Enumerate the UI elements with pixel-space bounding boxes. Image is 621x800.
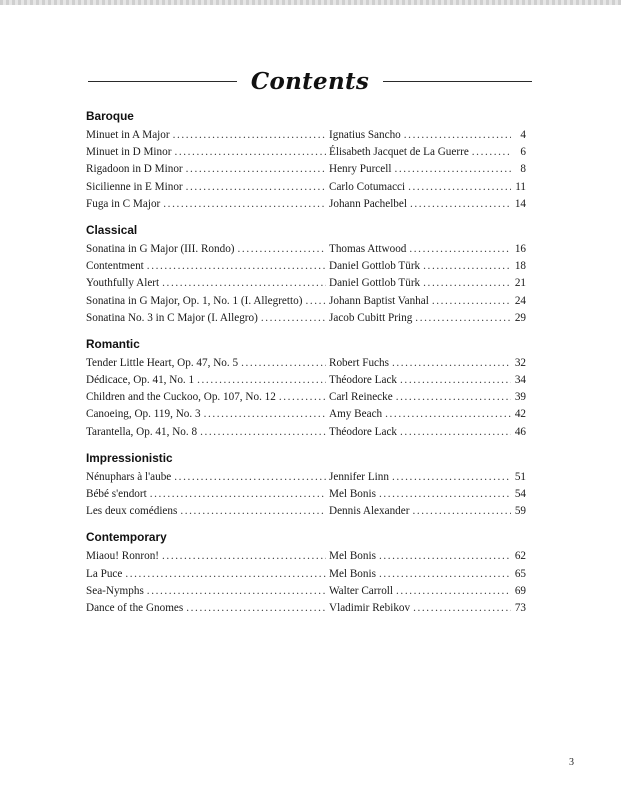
entry-page-number: 18	[514, 260, 526, 273]
entry-page-number: 42	[514, 408, 526, 421]
toc-entry	[86, 161, 526, 178]
composer-name: Carl Reinecke	[329, 391, 393, 404]
dot-leader	[379, 566, 511, 583]
dot-leader	[241, 355, 326, 372]
entry-page-number: 11	[515, 180, 526, 193]
entry-composer-column	[329, 406, 526, 423]
toc-entry	[86, 293, 526, 310]
piece-title: Children and the Cuckoo, Op. 107, No. 12	[86, 391, 276, 404]
composer-name: Robert Fuchs	[329, 356, 389, 369]
dot-leader	[163, 196, 326, 213]
composer-name: Ignatius Sancho	[329, 129, 401, 141]
dot-leader	[147, 258, 326, 275]
toc-entry	[86, 241, 526, 258]
entry-title-column	[86, 469, 329, 486]
piece-title: Bébé s'endort	[86, 488, 147, 500]
composer-name: Jennifer Linn	[329, 470, 389, 483]
dot-leader	[174, 144, 326, 161]
composer-name: Daniel Gottlob Türk	[329, 260, 421, 273]
entry-composer-column	[329, 275, 526, 292]
entry-composer-column	[329, 469, 526, 486]
entry-composer-column	[329, 503, 526, 520]
dot-leader	[412, 503, 511, 520]
piece-title: Fuga in C Major	[86, 197, 161, 210]
dot-leader	[125, 566, 326, 583]
dot-leader	[174, 469, 326, 486]
composer-name: Élisabeth Jacquet de La Guerre	[329, 146, 469, 159]
entry-composer-column	[329, 293, 526, 310]
piece-title: Les deux comédiens	[86, 505, 178, 518]
dot-leader	[400, 372, 511, 389]
toc-section	[86, 450, 526, 521]
dot-leader	[186, 161, 326, 178]
dot-leader	[162, 548, 326, 565]
dot-leader	[204, 406, 326, 423]
toc-entry	[86, 566, 526, 583]
dot-leader	[394, 161, 511, 178]
dot-leader	[415, 310, 511, 327]
entry-composer-column	[329, 258, 526, 275]
dot-leader	[173, 127, 326, 144]
dot-leader	[396, 583, 511, 600]
entry-composer-column	[329, 179, 526, 196]
piece-title: Nénuphars à l'aube	[86, 470, 172, 483]
dot-leader	[305, 293, 326, 310]
dot-leader	[409, 241, 511, 258]
piece-title: Contentment	[86, 260, 144, 273]
toc-entry	[86, 127, 526, 144]
entry-page-number: 62	[514, 550, 526, 563]
piece-title: Sicilienne in E Minor	[86, 180, 183, 193]
entry-title-column	[86, 566, 329, 583]
dot-leader	[410, 196, 511, 213]
entry-page-number: 46	[514, 425, 526, 438]
entry-title-column	[86, 293, 329, 310]
piece-title: Dance of the Gnomes	[86, 601, 184, 614]
entry-composer-column	[329, 196, 526, 213]
toc-entry	[86, 600, 526, 617]
entry-title-column	[86, 355, 329, 372]
entry-title-column	[86, 258, 329, 275]
toc-entry	[86, 548, 526, 565]
toc-entry	[86, 503, 526, 520]
piece-title: Youthfully Alert	[86, 277, 160, 290]
composer-name: Mel Bonis	[329, 567, 376, 580]
toc-entry	[86, 310, 526, 327]
composer-name: Walter Carroll	[329, 584, 394, 597]
toc-section	[86, 108, 526, 213]
toc-section	[86, 336, 526, 441]
entry-page-number: 16	[514, 242, 526, 255]
composer-name: Carlo Cotumacci	[329, 180, 406, 193]
entry-page-number: 51	[514, 470, 526, 483]
dot-leader	[385, 406, 511, 423]
piece-title: Sonatina No. 3 in C Major (I. Allegro)	[86, 311, 258, 324]
dot-leader	[392, 469, 511, 486]
toc-entry	[86, 144, 526, 161]
dot-leader	[408, 179, 511, 196]
dot-leader	[147, 583, 326, 600]
piece-title: Dédicace, Op. 41, No. 1	[86, 374, 195, 387]
entry-title-column	[86, 310, 329, 327]
toc-section	[86, 529, 526, 617]
entry-page-number: 59	[514, 505, 526, 518]
entry-title-column	[86, 144, 329, 161]
entry-composer-column	[329, 583, 526, 600]
section-heading: Classical	[86, 222, 138, 237]
entry-composer-column	[329, 424, 526, 441]
table-of-contents	[86, 108, 526, 626]
entry-composer-column	[329, 389, 526, 406]
dot-leader	[413, 600, 511, 617]
entry-composer-column	[329, 600, 526, 617]
toc-entry	[86, 275, 526, 292]
dot-leader	[186, 179, 326, 196]
dot-leader	[400, 424, 511, 441]
entry-title-column	[86, 275, 329, 292]
toc-section	[86, 222, 526, 327]
section-heading: Impressionistic	[86, 450, 173, 465]
dot-leader	[180, 503, 326, 520]
composer-name: Jacob Cubitt Pring	[329, 311, 413, 324]
entry-page-number: 4	[520, 129, 526, 141]
entry-composer-column	[329, 127, 526, 144]
composer-name: Dennis Alexander	[329, 505, 410, 518]
toc-entry	[86, 406, 526, 423]
toc-entry	[86, 372, 526, 389]
dot-leader	[279, 389, 326, 406]
entry-title-column	[86, 389, 329, 406]
entry-composer-column	[329, 548, 526, 565]
dot-leader	[392, 355, 511, 372]
page-title: Contents	[250, 67, 370, 95]
header-rule-right	[383, 81, 532, 82]
toc-entry	[86, 486, 526, 503]
entry-composer-column	[329, 161, 526, 178]
entry-composer-column	[329, 372, 526, 389]
dot-leader	[162, 275, 326, 292]
section-heading: Romantic	[86, 336, 140, 351]
composer-name: Henry Purcell	[329, 163, 392, 176]
dot-leader	[197, 372, 326, 389]
composer-name: Thomas Attwood	[329, 242, 407, 255]
entry-composer-column	[329, 566, 526, 583]
entry-page-number: 39	[514, 391, 526, 404]
composer-name: Johann Pachelbel	[329, 197, 407, 210]
entry-page-number: 34	[514, 374, 526, 387]
piece-title: Sea-Nymphs	[86, 584, 144, 597]
composer-name: Amy Beach	[329, 408, 383, 421]
header-rule-left	[88, 81, 237, 82]
dot-leader	[432, 293, 511, 310]
dot-leader	[379, 486, 511, 503]
toc-entry	[86, 469, 526, 486]
piece-title: Sonatina in G Major (III. Rondo)	[86, 242, 235, 255]
entry-page-number: 21	[514, 277, 526, 290]
composer-name: Daniel Gottlob Türk	[329, 277, 421, 290]
composer-name: Vladimir Rebikov	[329, 601, 411, 614]
dot-leader	[379, 548, 511, 565]
entry-page-number: 32	[514, 356, 526, 369]
toc-entry	[86, 583, 526, 600]
entry-page-number: 69	[514, 584, 526, 597]
toc-entry	[86, 196, 526, 213]
section-heading: Contemporary	[86, 530, 167, 545]
piece-title: Rigadoon in D Minor	[86, 163, 183, 176]
piece-title: Tarantella, Op. 41, No. 8	[86, 425, 198, 438]
toc-entry	[86, 179, 526, 196]
entry-title-column	[86, 583, 329, 600]
entry-title-column	[86, 127, 329, 144]
piece-title: Tender Little Heart, Op. 47, No. 5	[86, 356, 239, 369]
piece-title: Canoeing, Op. 119, No. 3	[86, 408, 201, 421]
entry-page-number: 6	[520, 146, 526, 159]
toc-entry	[86, 389, 526, 406]
entry-page-number: 65	[514, 567, 526, 580]
entry-composer-column	[329, 355, 526, 372]
dot-leader	[472, 144, 511, 161]
piece-title: La Puce	[86, 567, 123, 580]
composer-name: Théodore Lack	[329, 425, 398, 438]
page-number: 3	[569, 757, 574, 768]
entry-title-column	[86, 424, 329, 441]
composer-name: Théodore Lack	[329, 374, 398, 387]
entry-page-number: 54	[514, 488, 526, 500]
entry-composer-column	[329, 486, 526, 503]
entry-composer-column	[329, 310, 526, 327]
dot-leader	[186, 600, 326, 617]
entry-page-number: 8	[520, 163, 526, 176]
dot-leader	[200, 424, 326, 441]
composer-name: Johann Baptist Vanhal	[329, 294, 429, 307]
entry-title-column	[86, 406, 329, 423]
top-edge-strip	[0, 0, 621, 5]
dot-leader	[404, 127, 511, 144]
entry-composer-column	[329, 144, 526, 161]
dot-leader	[423, 258, 511, 275]
composer-name: Mel Bonis	[329, 488, 376, 500]
section-heading: Baroque	[86, 109, 134, 123]
piece-title: Sonatina in G Major, Op. 1, No. 1 (I. Allegretto)	[86, 294, 303, 307]
dot-leader	[261, 310, 326, 327]
entry-title-column	[86, 179, 329, 196]
dot-leader	[238, 241, 326, 258]
toc-entry	[86, 424, 526, 441]
entry-title-column	[86, 600, 329, 617]
dot-leader	[396, 389, 511, 406]
entry-page-number: 14	[514, 197, 526, 210]
entry-page-number: 24	[514, 294, 526, 307]
toc-entry	[86, 355, 526, 372]
contents-header	[88, 64, 532, 98]
dot-leader	[150, 486, 326, 503]
toc-entry	[86, 258, 526, 275]
entry-title-column	[86, 196, 329, 213]
composer-name: Mel Bonis	[329, 550, 376, 563]
dot-leader	[423, 275, 511, 292]
entry-title-column	[86, 486, 329, 503]
piece-title: Minuet in D Minor	[86, 146, 172, 159]
entry-title-column	[86, 241, 329, 258]
entry-title-column	[86, 161, 329, 178]
entry-page-number: 29	[514, 311, 526, 324]
piece-title: Minuet in A Major	[86, 129, 170, 141]
entry-title-column	[86, 548, 329, 565]
piece-title: Miaou! Ronron!	[86, 550, 160, 563]
entry-page-number: 73	[514, 601, 526, 614]
entry-composer-column	[329, 241, 526, 258]
entry-title-column	[86, 503, 329, 520]
entry-title-column	[86, 372, 329, 389]
